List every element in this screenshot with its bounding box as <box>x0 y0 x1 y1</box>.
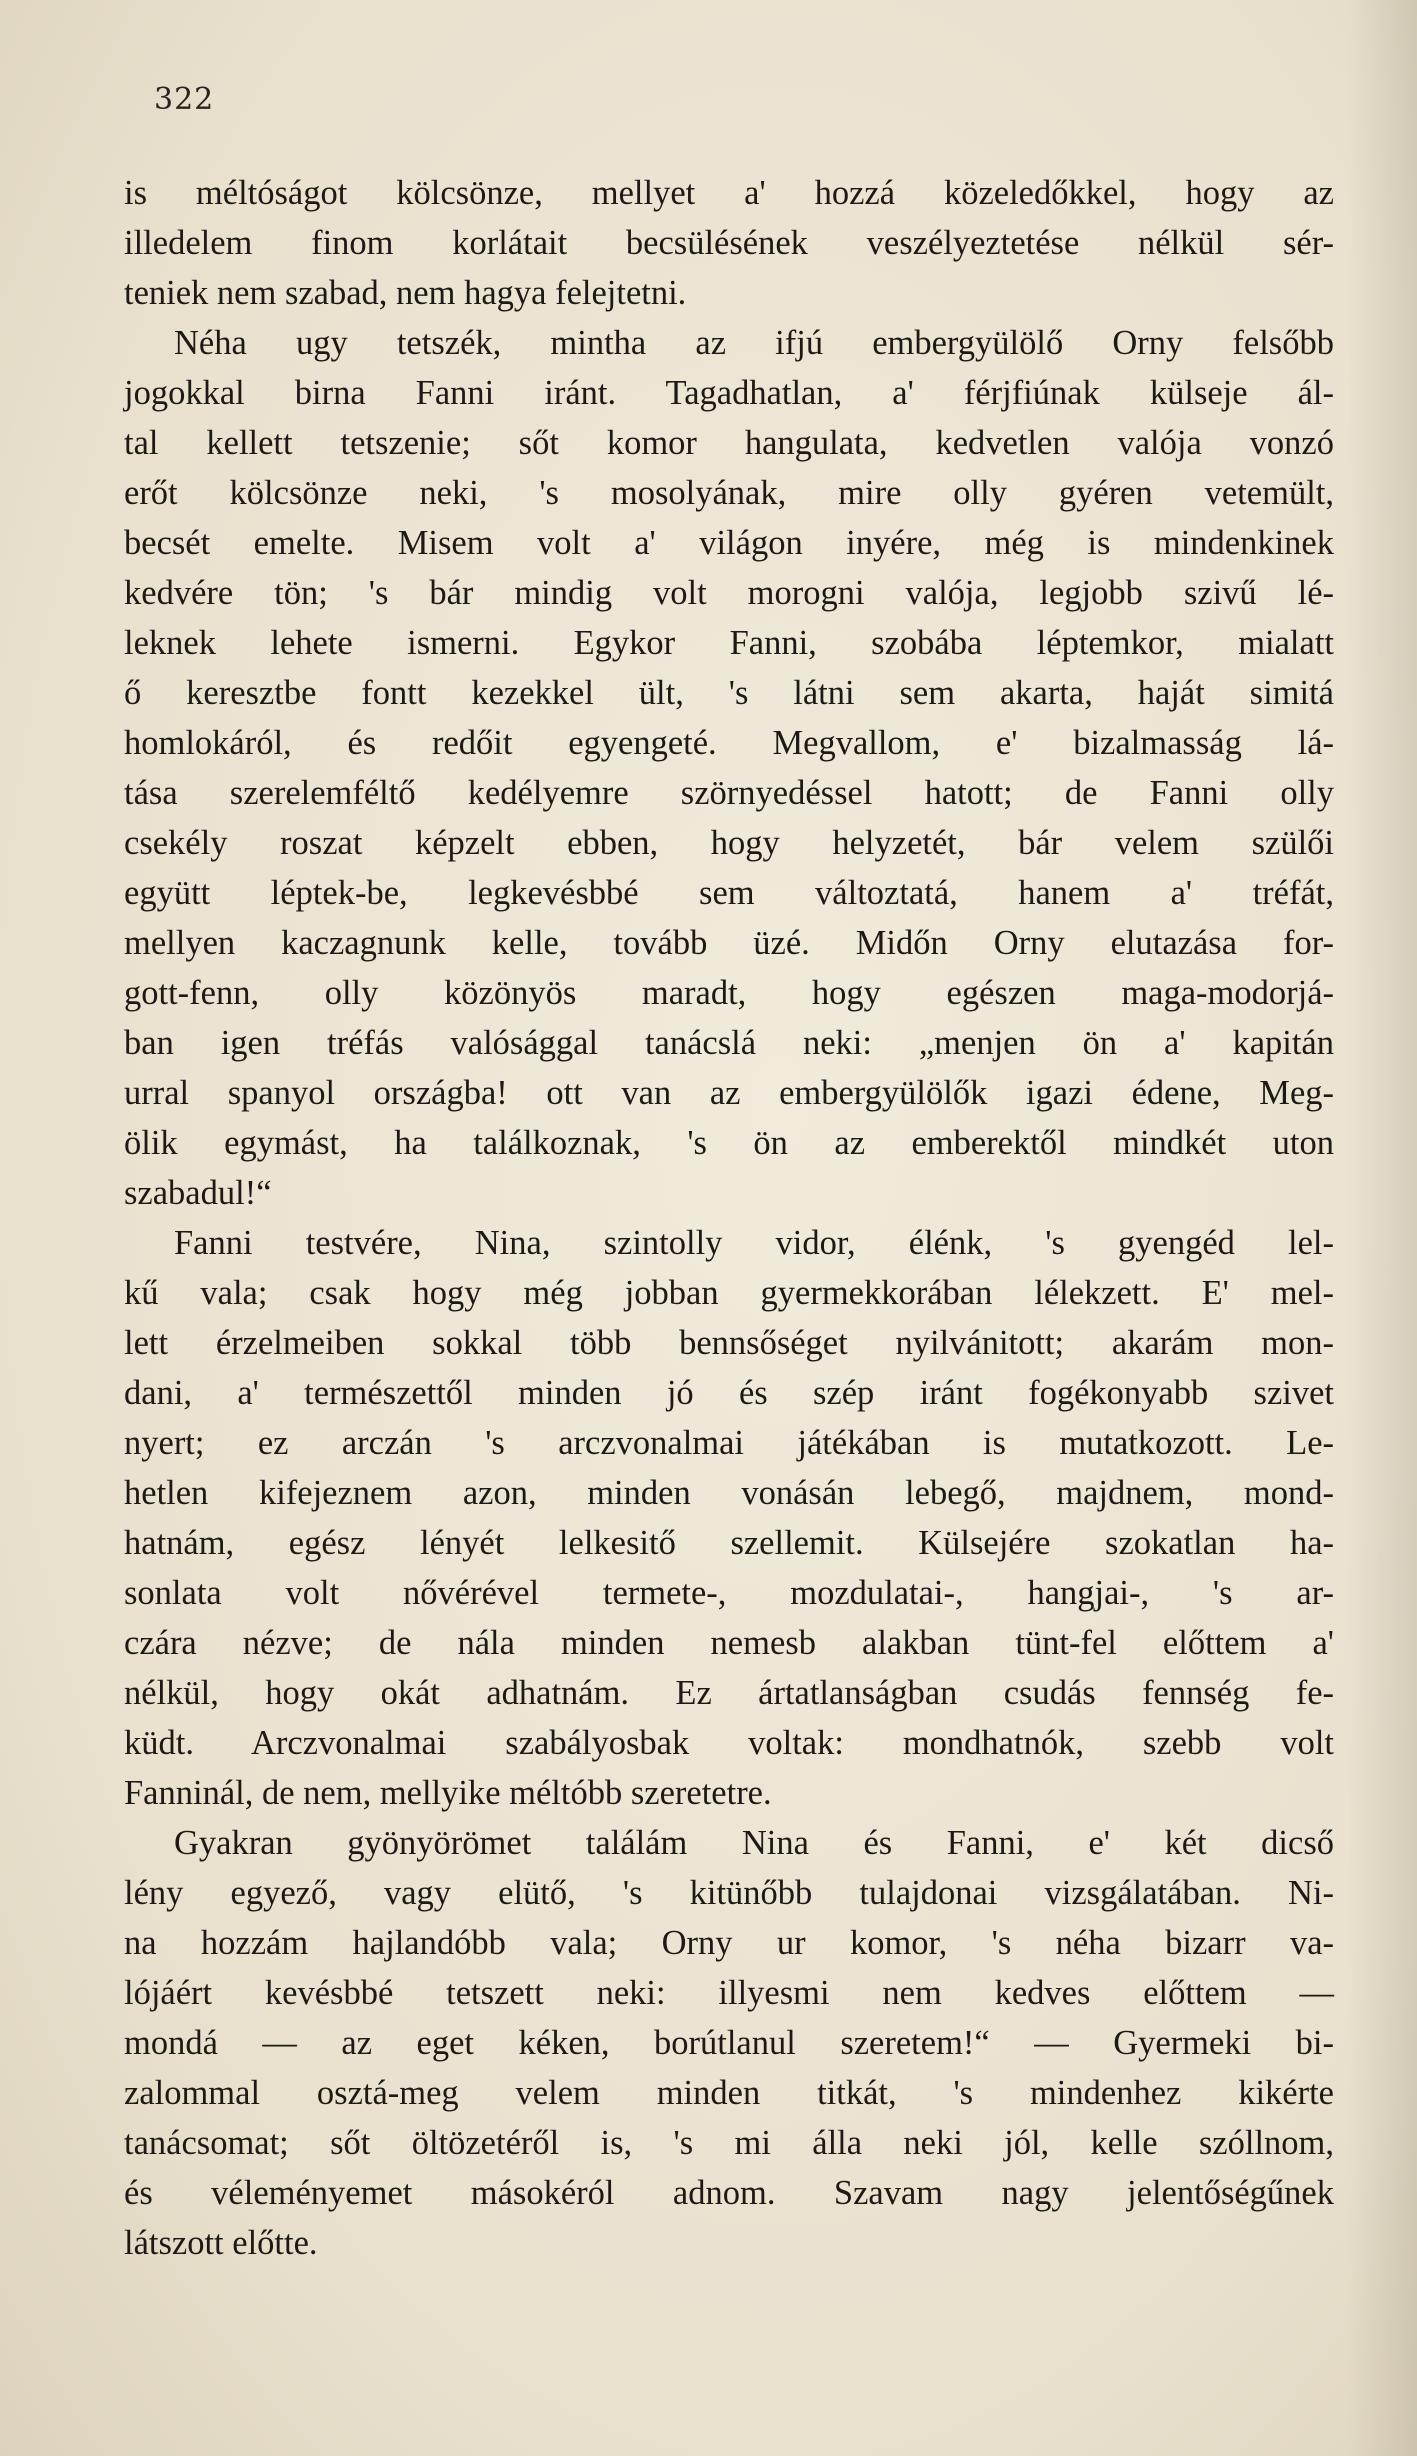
text-line: lójáért kevésbbé tetszett neki: illyesmi nem kedves előttem — <box>124 1974 1334 2012</box>
text-line: nyert; ez arczán 's arczvonalmai játékában is mutatkozott. Le- <box>124 1424 1334 1462</box>
text-line: czára nézve; de nála minden nemesb alakban tünt-fel előttem a' <box>124 1624 1334 1662</box>
text-line: lett érzelmeiben sokkal több bennsőséget nyilvánitott; akarám mon- <box>124 1324 1334 1362</box>
text-line: kedvére tön; 's bár mindig volt morogni valója, legjobb szivű lé- <box>124 574 1334 612</box>
page-edge-shadow <box>1347 0 1417 2456</box>
text-line: hetlen kifejeznem azon, minden vonásán lebegő, majdnem, mond- <box>124 1474 1334 1512</box>
page-number: 322 <box>154 82 215 117</box>
text-line: együtt léptek-be, legkevésbbé sem változtatá, hanem a' tréfát, <box>124 874 1334 912</box>
text-line: sonlata volt nővérével termete-, mozdulatai-, hangjai-, 's ar- <box>124 1574 1334 1612</box>
body-text <box>124 168 1334 2268</box>
text-line: Fanninál, de nem, mellyike méltóbb szeretetre. <box>124 1774 772 1812</box>
text-line: becsét emelte. Misem volt a' világon inyére, még is mindenkinek <box>124 524 1334 562</box>
text-line: Néha ugy tetszék, mintha az ifjú embergyülölő Orny felsőbb <box>174 324 1334 362</box>
text-line: is méltóságot kölcsönze, mellyet a' hozzá közeledőkkel, hogy az <box>124 174 1334 212</box>
text-line: szabadul!“ <box>124 1174 272 1212</box>
text-line: küdt. Arczvonalmai szabályosbak voltak: mondhatnók, szebb volt <box>124 1724 1334 1762</box>
text-line: kű vala; csak hogy még jobban gyermekkorában lélekzett. E' mel- <box>124 1274 1334 1312</box>
text-line: tal kellett tetszenie; sőt komor hangulata, kedvetlen valója vonzó <box>124 424 1334 462</box>
text-line: ölik egymást, ha találkoznak, 's ön az emberektől mindkét uton <box>124 1124 1334 1162</box>
text-line: zalommal osztá-meg velem minden titkát, 's mindenhez kikérte <box>124 2074 1334 2112</box>
text-line: jogokkal birna Fanni iránt. Tagadhatlan, a' férjfiúnak külseje ál- <box>124 374 1334 412</box>
text-line: gott-fenn, olly közönyös maradt, hogy egészen maga-modorjá- <box>124 974 1334 1012</box>
text-line: tása szerelemféltő kedélyemre szörnyedéssel hatott; de Fanni olly <box>124 774 1334 812</box>
text-line: lény egyező, vagy elütő, 's kitünőbb tulajdonai vizsgálatában. Ni- <box>124 1874 1334 1912</box>
text-line: Fanni testvére, Nina, szintolly vidor, élénk, 's gyengéd lel- <box>174 1224 1334 1262</box>
text-line: tanácsomat; sőt öltözetéről is, 's mi álla neki jól, kelle szóllnom, <box>124 2124 1334 2162</box>
text-line: és véleményemet másokéról adnom. Szavam nagy jelentőségűnek <box>124 2174 1334 2212</box>
text-line: nélkül, hogy okát adhatnám. Ez ártatlanságban csudás fennség fe- <box>124 1674 1334 1712</box>
text-line: mondá — az eget kéken, borútlanul szeretem!“ — Gyermeki bi- <box>124 2024 1334 2062</box>
text-line: erőt kölcsönze neki, 's mosolyának, mire olly gyéren vetemült, <box>124 474 1334 512</box>
text-line: ő keresztbe fontt kezekkel ült, 's látni sem akarta, haját simitá <box>124 674 1334 712</box>
text-line: leknek lehete ismerni. Egykor Fanni, szobába léptemkor, mialatt <box>124 624 1334 662</box>
text-line: illedelem finom korlátait becsülésének veszélyeztetése nélkül sér- <box>124 224 1334 262</box>
text-line: mellyen kaczagnunk kelle, tovább üzé. Midőn Orny elutazása for- <box>124 924 1334 962</box>
text-line: Gyakran gyönyörömet találám Nina és Fanni, e' két dicső <box>174 1824 1334 1862</box>
text-line: teniek nem szabad, nem hagya felejtetni. <box>124 274 687 312</box>
text-line: látszott előtte. <box>124 2224 318 2262</box>
text-line: na hozzám hajlandóbb vala; Orny ur komor, 's néha bizarr va- <box>124 1924 1334 1962</box>
text-line: urral spanyol országba! ott van az embergyülölők igazi édene, Meg- <box>124 1074 1334 1112</box>
text-line: dani, a' természettől minden jó és szép iránt fogékonyabb szivet <box>124 1374 1334 1412</box>
text-line: homlokáról, és redőit egyengeté. Megvallom, e' bizalmasság lá- <box>124 724 1334 762</box>
text-line: ban igen tréfás valósággal tanácslá neki: „menjen ön a' kapitán <box>124 1024 1334 1062</box>
text-line: hatnám, egész lényét lelkesitő szellemit. Külsejére szokatlan ha- <box>124 1524 1334 1562</box>
text-line: csekély roszat képzelt ebben, hogy helyzetét, bár velem szülői <box>124 824 1334 862</box>
